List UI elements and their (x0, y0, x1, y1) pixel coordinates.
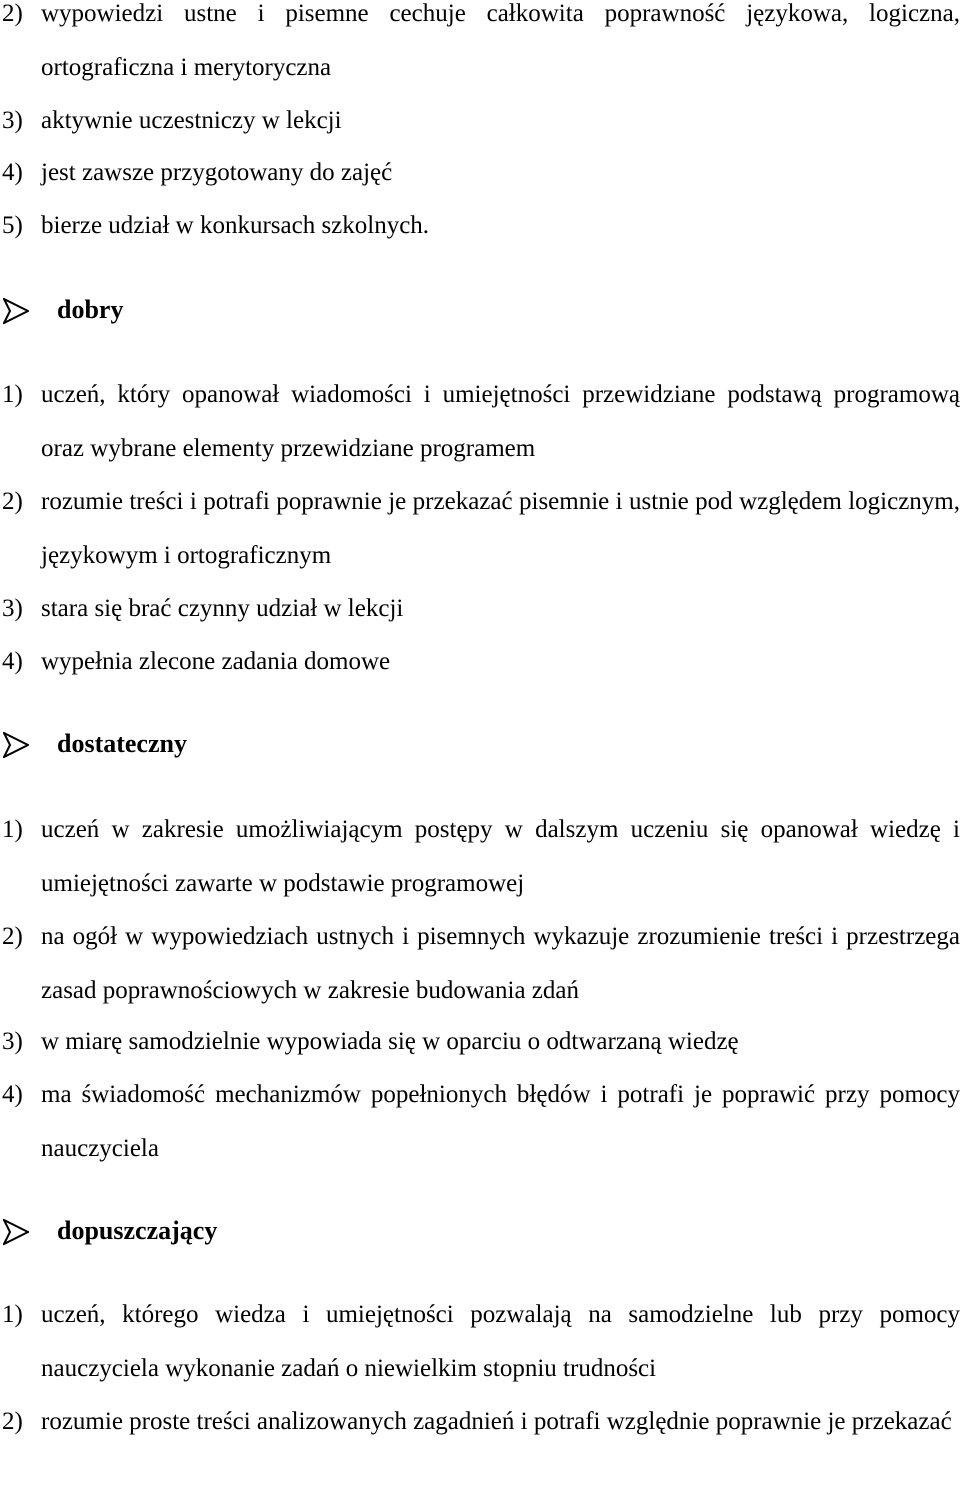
item-text: jest zawsze przygotowany do zajęć (41, 159, 393, 186)
list-item (0, 0, 960, 95)
arrowhead-bullet-icon (3, 1219, 29, 1245)
item-text: aktywnie uczestniczy w lekcji (41, 107, 342, 134)
list-item (0, 1288, 960, 1396)
list-item (0, 1395, 960, 1449)
list-item (0, 146, 960, 200)
arrowhead-bullet-icon (3, 298, 29, 324)
item-number: 2) (2, 0, 23, 27)
list-item (0, 582, 960, 636)
item-number: 4) (2, 1081, 23, 1108)
item-number: 3) (2, 1028, 23, 1055)
item-number: 5) (2, 212, 23, 239)
item-number: 3) (2, 595, 23, 622)
item-text: rozumie treści i potrafi poprawnie je przekazać pisemnie i ustnie pod względem logicznym, językowym i ortograficznym (41, 488, 960, 569)
item-number: 2) (2, 923, 23, 950)
item-number: 2) (2, 1408, 23, 1435)
item-number: 3) (2, 107, 23, 134)
item-number: 2) (2, 488, 23, 515)
item-text: w miarę samodzielnie wypowiada się w oparciu o odtwarzaną wiedzę (41, 1028, 739, 1055)
item-text: bierze udział w konkursach szkolnych. (41, 212, 430, 239)
item-text: stara się brać czynny udział w lekcji (41, 595, 404, 622)
item-text: uczeń, który opanował wiadomości i umiejętności przewidziane podstawą programową oraz wybrane elementy przewidziane programem (41, 381, 960, 462)
section-heading-dopuszczajacy (0, 1211, 960, 1251)
list-item (0, 803, 960, 911)
section-title: dobry (57, 295, 124, 324)
item-text: rozumie proste treści analizowanych zagadnień i potrafi względnie poprawnie je przekazać (41, 1408, 952, 1435)
item-text: uczeń, którego wiedza i umiejętności pozwalają na samodzielne lub przy pomocy nauczyciela wykonanie zadań o niewielkim stopniu trudności (41, 1301, 960, 1382)
section-heading-dobry (0, 290, 960, 330)
item-text: uczeń w zakresie umożliwiającym postępy w dalszym uczeniu się opanował wiedzę i umiejętności zawarte w podstawie programowej (41, 816, 960, 897)
section-title: dostateczny (57, 729, 187, 758)
item-text: wypowiedzi ustne i pisemne cechuje całkowita poprawność językowa, logiczna, ortograficzna i merytoryczna (41, 0, 960, 81)
item-number: 1) (2, 381, 23, 408)
item-number: 4) (2, 648, 23, 675)
list-item (0, 1015, 960, 1069)
item-text: wypełnia zlecone zadania domowe (41, 648, 391, 675)
list-item (0, 910, 960, 1018)
list-item (0, 94, 960, 148)
item-text: na ogół w wypowiedziach ustnych i pisemnych wykazuje zrozumienie treści i przestrzega zasad poprawnościowych w zakresie budowania zdań (41, 923, 960, 1004)
item-number: 1) (2, 1301, 23, 1328)
item-number: 4) (2, 159, 23, 186)
section-heading-dostateczny (0, 724, 960, 764)
arrowhead-bullet-icon (3, 732, 29, 758)
list-item (0, 475, 960, 583)
list-item (0, 1068, 960, 1176)
section-title: dopuszczający (57, 1216, 218, 1245)
item-number: 1) (2, 816, 23, 843)
list-item (0, 199, 960, 253)
list-item (0, 635, 960, 689)
list-item (0, 368, 960, 476)
item-text: ma świadomość mechanizmów popełnionych błędów i potrafi je poprawić przy pomocy nauczyciela (41, 1081, 960, 1162)
